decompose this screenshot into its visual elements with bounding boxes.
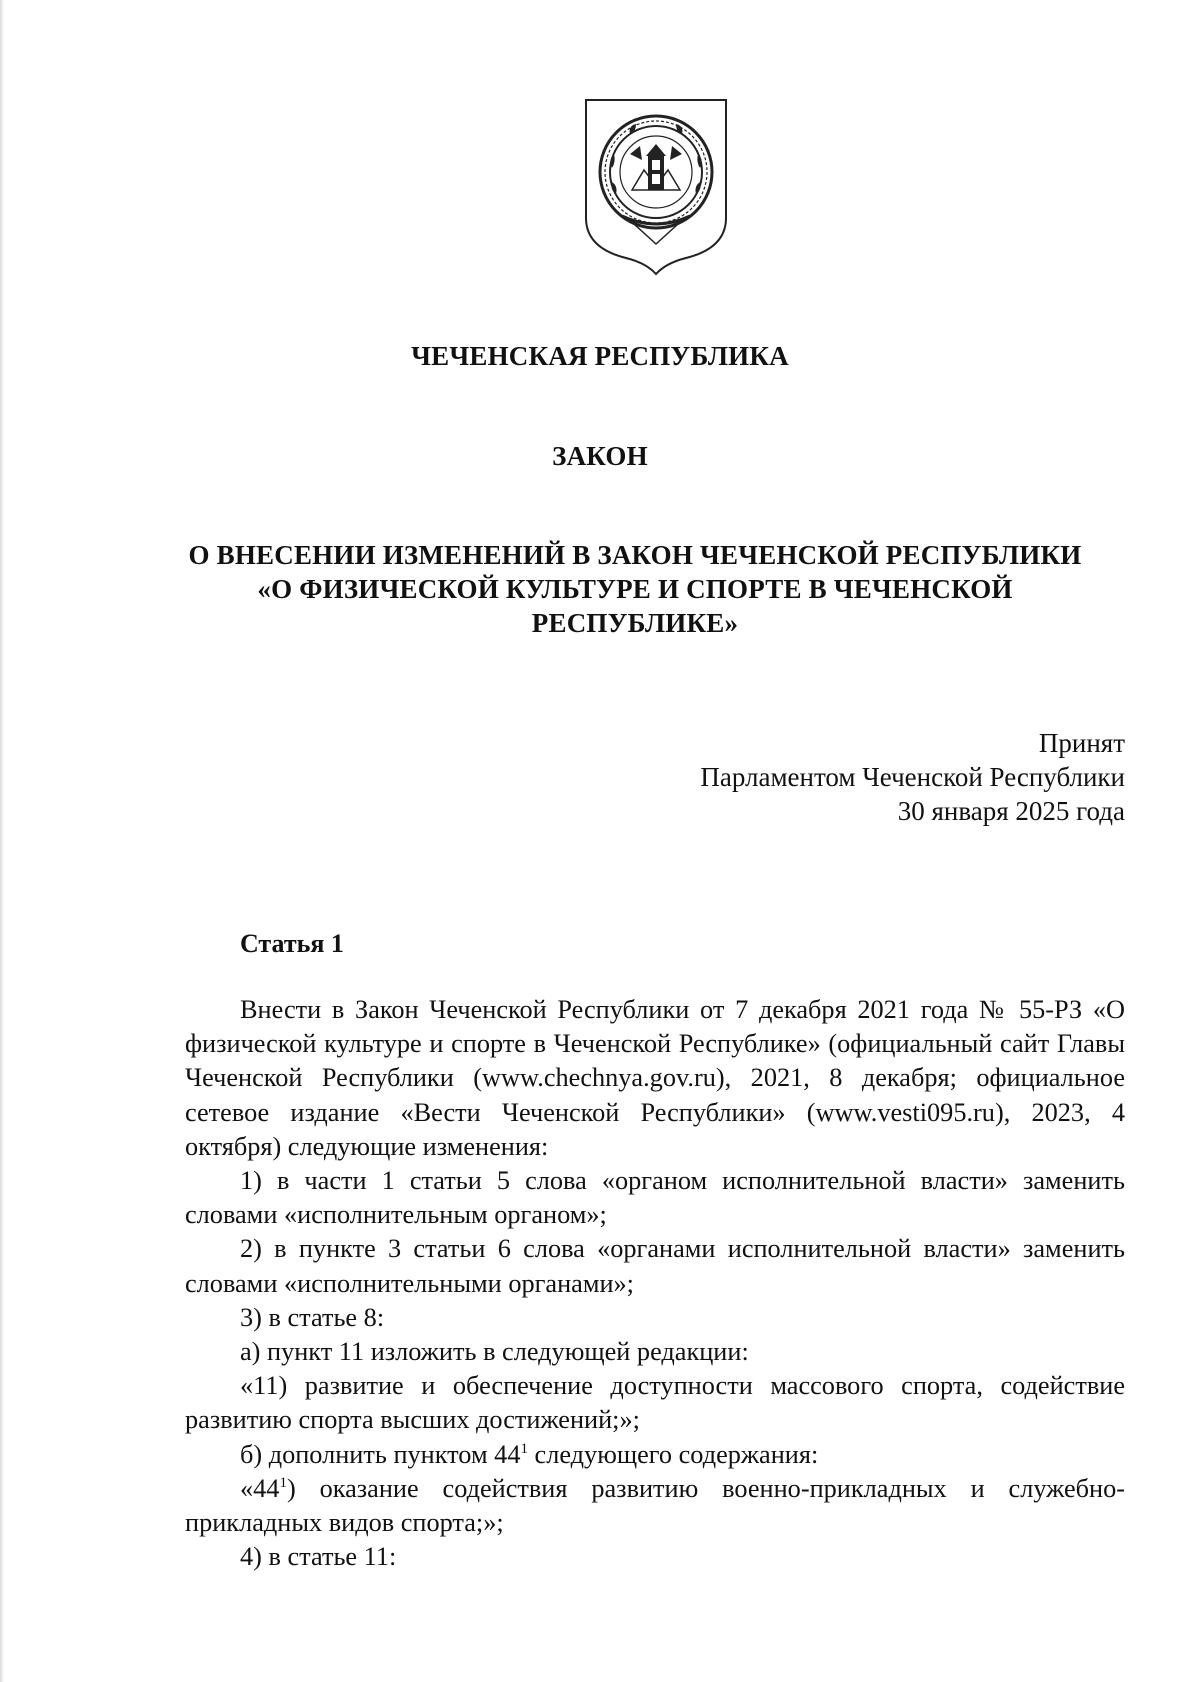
amendment-item-3a-text: «11) развитие и обеспечение доступности массового спорта, содействие развитию спорта высших достижений;»;: [185, 1371, 1125, 1435]
law-title-line-2: «О ФИЗИЧЕСКОЙ КУЛЬТУРЕ И СПОРТЕ В ЧЕЧЕНСКОЙ: [257, 574, 1013, 604]
amendment-item-1: 1) в части 1 статьи 5 слова «органом исполнительной власти» заменить словами «исполнительным органом»;: [185, 1166, 1125, 1230]
law-title-line-1: О ВНЕСЕНИИ ИЗМЕНЕНИЙ В ЗАКОН ЧЕЧЕНСКОЙ РЕСПУБЛИКИ: [188, 540, 1082, 570]
adoption-line-1: Принят: [1038, 728, 1125, 758]
article-body: [185, 993, 1125, 1574]
amendment-item-4: 4) в статье 11:: [240, 1542, 397, 1572]
amendment-item-3b-quote-text: ) оказание содействия развитию военно-прикладных и служебно-прикладных видов спорта;»;: [185, 1473, 1125, 1538]
superscript: 1: [279, 1475, 287, 1492]
amendment-item-3b-quote-start: «44: [240, 1473, 280, 1503]
chechen-republic-coat-of-arms-icon: [582, 98, 730, 276]
amendment-item-3b-quote: [185, 1472, 1125, 1540]
amendment-item-3b: [185, 1438, 1125, 1472]
law-title: [150, 538, 1120, 640]
amendment-item-3: 3) в статье 8:: [240, 1302, 385, 1332]
adoption-line-2: Парламентом Чеченской Республики: [700, 762, 1125, 792]
adoption-line-3: 30 января 2025 года: [897, 796, 1125, 826]
article-intro: Внести в Закон Чеченской Республики от 7 декабря 2021 года № 55-РЗ «О физической культуре и спорте в Чеченской Республике» (официальный сайт Главы Чеченской Республики (www.chechnya.gov.ru), 2021, 8 декабря; официальное сетевое издание «Вести Чеченской Республики» (www.vesti095.ru), 2023, 4 октября) следующие изменения:: [185, 995, 1125, 1161]
amendment-item-2: 2) в пункте 3 статьи 6 слова «органами исполнительной власти» заменить словами «исполнительными органами»;: [185, 1234, 1125, 1298]
amendment-item-3b-text: б) дополнить пунктом 44: [240, 1439, 521, 1469]
law-title-line-3: РЕСПУБЛИКЕ»: [531, 608, 739, 638]
adoption-info: [525, 726, 1125, 828]
amendment-item-3a: а) пункт 11 изложить в следующей редакции:: [240, 1337, 749, 1367]
republic-heading: ЧЕЧЕНСКАЯ РЕСПУБЛИКА: [411, 341, 789, 371]
article-heading: Статья 1: [240, 929, 344, 958]
document-type-heading: ЗАКОН: [552, 441, 648, 471]
amendment-item-3b-text-end: следующего содержания:: [527, 1439, 819, 1469]
superscript: 1: [520, 1440, 528, 1457]
scan-edge: [0, 0, 4, 1682]
